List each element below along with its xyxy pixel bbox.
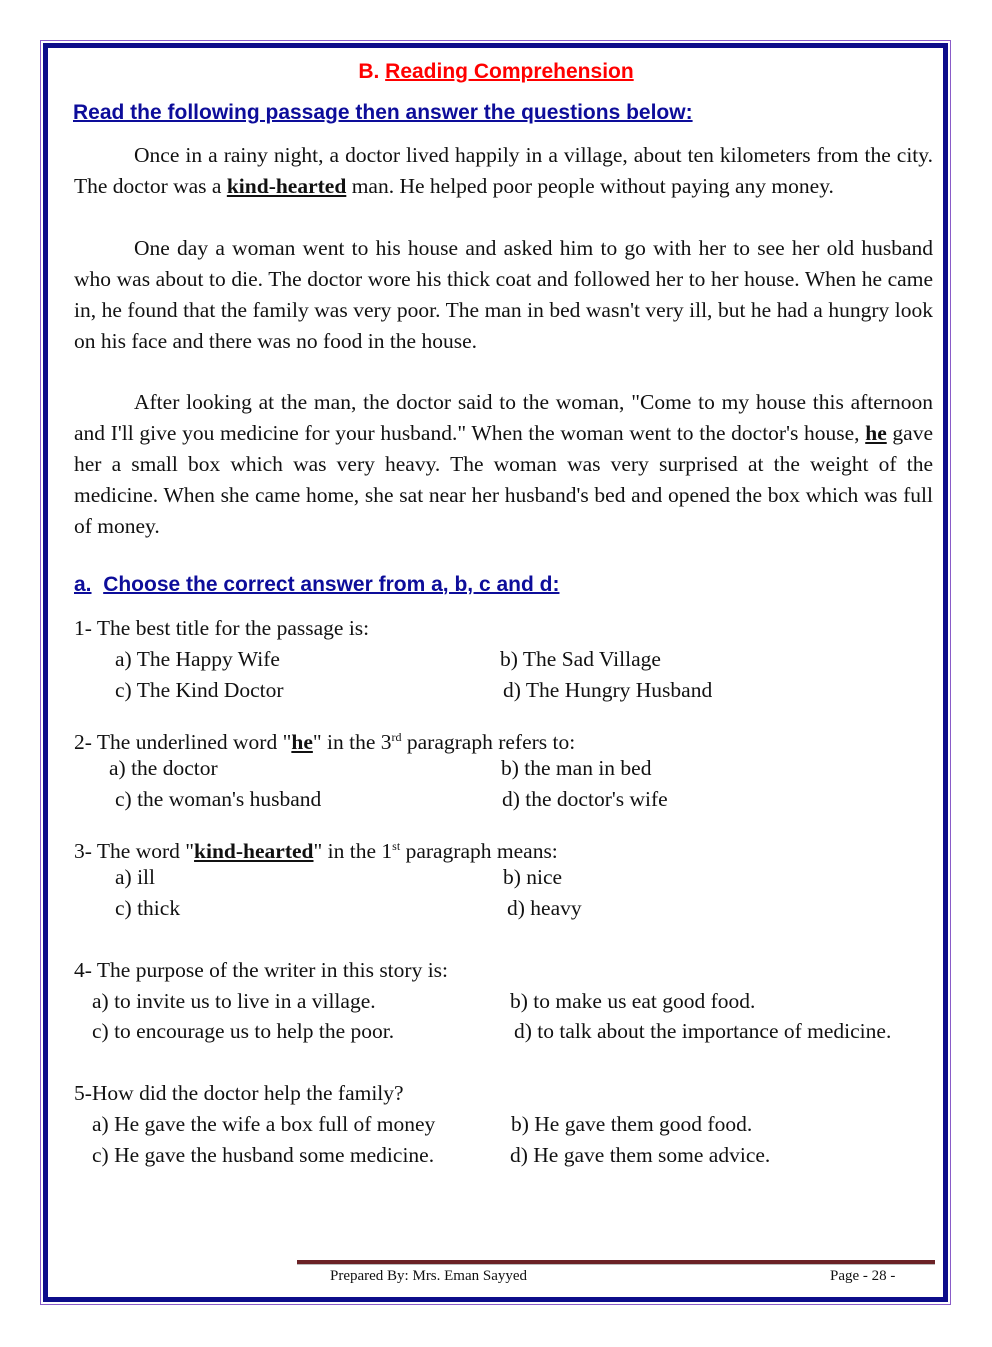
option-4d: d) to talk about the importance of medicine. <box>514 1019 892 1043</box>
text: man. He helped poor people without paying any money. <box>346 174 834 198</box>
footer-page-number: Page - 28 - <box>830 1268 896 1284</box>
option-2a: a) the doctor <box>109 756 218 780</box>
section-title: Reading Comprehension <box>385 60 634 83</box>
part-prefix: a. <box>74 573 92 596</box>
option-4a: a) to invite us to live in a village. <box>92 989 376 1013</box>
option-5d: d) He gave them some advice. <box>510 1143 771 1167</box>
option-2b: b) the man in bed <box>501 756 652 780</box>
option-3a: a) ill <box>115 865 155 889</box>
part-a-heading <box>74 573 559 597</box>
option-3c: c) thick <box>115 896 181 920</box>
option-1b: b) The Sad Village <box>500 647 661 671</box>
option-5b: b) He gave them good food. <box>511 1112 753 1136</box>
text: Once in a rainy night, a doctor lived happily in a village, about ten kilometers from the city. The doctor was a <box>74 143 933 198</box>
text: paragraph means: <box>400 839 558 864</box>
question-1: 1- The best title for the passage is: <box>74 616 370 640</box>
underlined-word: kind-hearted <box>226 174 347 198</box>
option-2c: c) the woman's husband <box>115 787 322 811</box>
section-prefix: B. <box>358 60 380 83</box>
question-5: 5-How did the doctor help the family? <box>74 1081 404 1105</box>
text: 3- The word " <box>74 839 195 864</box>
footer-rule <box>297 1260 935 1265</box>
text: 2- The underlined word " <box>74 730 292 755</box>
option-1d: d) The Hungry Husband <box>503 678 713 702</box>
text: paragraph refers to: <box>401 730 576 755</box>
underlined-word: kind-hearted <box>194 839 314 864</box>
option-3d: d) heavy <box>507 896 582 920</box>
text: " in the 1 <box>313 839 393 864</box>
text: After looking at the man, the doctor said to the woman, "Come to my house this afternoon and I'll give you medicine for your husband." When the woman went to the doctor's house, <box>74 390 933 445</box>
underlined-word: he <box>291 730 313 755</box>
option-2d: d) the doctor's wife <box>502 787 668 811</box>
question-4: 4- The purpose of the writer in this story is: <box>74 958 449 982</box>
ordinal: rd <box>391 730 402 744</box>
option-4c: c) to encourage us to help the poor. <box>92 1019 395 1043</box>
passage-paragraph-1 <box>74 140 933 202</box>
section-heading <box>0 60 992 84</box>
footer-author: Prepared By: Mrs. Eman Sayyed <box>330 1268 528 1284</box>
text: gave her a small box which was very heavy. The woman was very surprised at the weight of the medicine. When she came home, she sat near her husband's bed and opened the box which was full of money. <box>74 421 933 538</box>
part-title: Choose the correct answer from a, b, c and d: <box>103 573 560 596</box>
option-4b: b) to make us eat good food. <box>510 989 756 1013</box>
option-1a: a) The Happy Wife <box>115 647 280 671</box>
text: " in the 3 <box>312 730 392 755</box>
ordinal: st <box>392 839 401 853</box>
underlined-word: he <box>865 421 887 445</box>
passage-paragraph-2: One day a woman went to his house and asked him to go with her to see her old husband who was about to die. The doctor wore his thick coat and followed her to her house. When he came in, he found that the family was very poor. The man in bed wasn't very ill, but he had a hungry look on his face and there was no food in the house. <box>74 236 933 353</box>
option-3b: b) nice <box>503 865 563 889</box>
option-1c: c) The Kind Doctor <box>115 678 284 702</box>
option-5c: c) He gave the husband some medicine. <box>92 1143 435 1167</box>
option-5a: a) He gave the wife a box full of money <box>92 1112 436 1136</box>
instruction-heading: Read the following passage then answer the questions below: <box>73 101 693 124</box>
passage-paragraph-3 <box>74 387 933 542</box>
